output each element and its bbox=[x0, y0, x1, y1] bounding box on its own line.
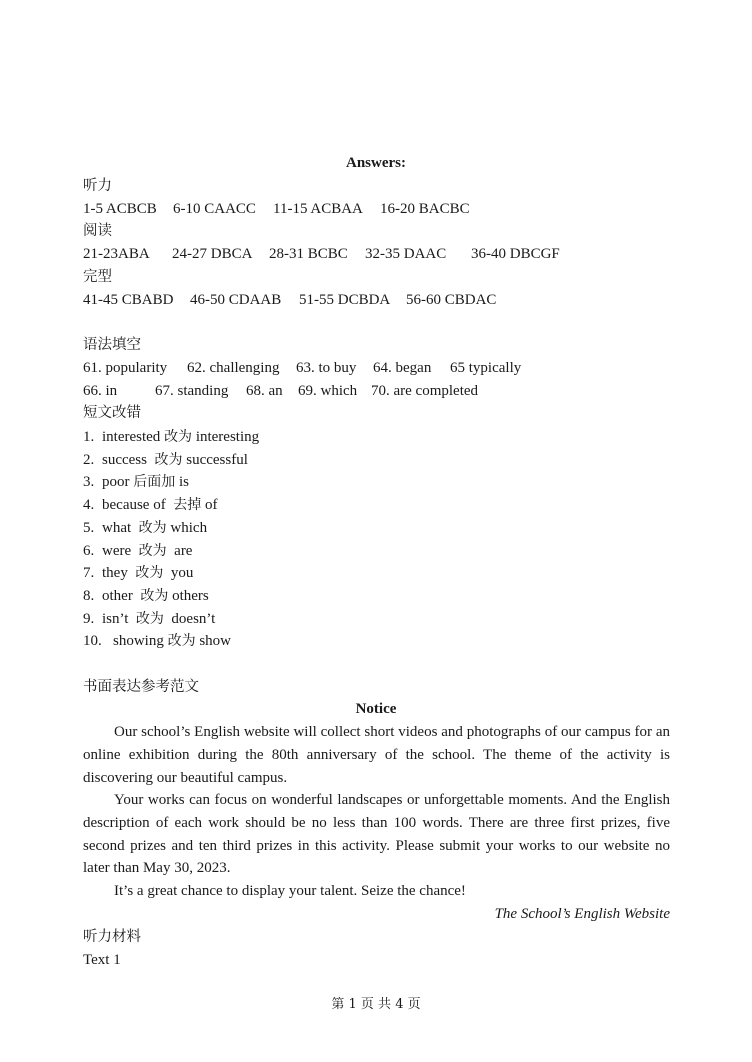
correction-action: 改为 bbox=[135, 610, 164, 627]
correction-original: they bbox=[102, 565, 136, 582]
correction-number: 1. bbox=[83, 429, 95, 445]
notice-paragraph: Our school’s English website will collect short videos and photographs of our campus for an online exhibition during the 80th anniversary of the school. The theme of the activity is discovering our beautiful campus. bbox=[83, 724, 670, 786]
answer-item: 70. are completed bbox=[371, 383, 479, 399]
correction-fix: are bbox=[166, 542, 193, 559]
answer-item: 67. standing bbox=[155, 383, 229, 399]
answer-item: 69. which bbox=[298, 383, 358, 399]
answer-item: 66. in bbox=[83, 383, 118, 399]
correction-fix: others bbox=[168, 587, 209, 604]
correction-original: other bbox=[102, 587, 141, 604]
correction-number: 3. bbox=[83, 474, 95, 491]
reading-heading: 阅读 bbox=[83, 223, 112, 239]
correction-original: showing bbox=[113, 633, 168, 650]
correction-action: 改为 bbox=[138, 519, 167, 536]
correction-action: 改为 bbox=[135, 565, 164, 582]
correction-action: 改为 bbox=[164, 429, 193, 445]
text-label: Text 1 bbox=[83, 952, 121, 968]
listening-heading: 听力 bbox=[83, 178, 112, 194]
answer-item: 62. challenging bbox=[187, 360, 280, 376]
correction-original: were bbox=[102, 542, 139, 559]
answer-item: 65 typically bbox=[450, 360, 522, 376]
page-footer: 第 1 页 共 4 页 bbox=[331, 997, 421, 1012]
grammar-heading: 语法填空 bbox=[83, 337, 141, 353]
answer-group: 41-45 CBABD bbox=[83, 292, 174, 308]
correction-action: 后面加 bbox=[133, 474, 176, 491]
correction-original: isn’t bbox=[102, 610, 136, 627]
correction-fix: you bbox=[163, 565, 194, 582]
correction-action: 改为 bbox=[167, 633, 196, 650]
correction-item bbox=[83, 450, 248, 470]
answer-group: 11-15 ACBAA bbox=[273, 201, 363, 217]
correction-action: 去掉 bbox=[173, 497, 202, 514]
correction-item bbox=[83, 631, 231, 651]
answer-group: 24-27 DBCA bbox=[172, 246, 253, 262]
answer-item: 61. popularity bbox=[83, 360, 168, 376]
answer-item: 63. to buy bbox=[296, 360, 357, 376]
correction-number: 9. bbox=[83, 610, 95, 627]
correction-number: 5. bbox=[83, 519, 95, 536]
correction-fix: which bbox=[166, 519, 208, 536]
answer-group: 6-10 CAACC bbox=[173, 201, 256, 217]
correction-item bbox=[83, 609, 215, 629]
correction-original: because of bbox=[102, 497, 174, 514]
notice-paragraph: Your works can focus on wonderful landscapes or unforgettable moments. And the English description of each work should be no less than 100 words. There are three first prizes, five second prizes and ten third prizes in this activity. Please submit your works to our website no later than May 30, 2023. bbox=[83, 792, 670, 877]
notice-title: Notice bbox=[355, 701, 397, 717]
correction-item bbox=[83, 495, 217, 515]
answer-item: 68. an bbox=[246, 383, 283, 399]
answer-group: 21-23ABA bbox=[83, 246, 150, 262]
answer-group: 1-5 ACBCB bbox=[83, 201, 157, 217]
correction-number: 10. bbox=[83, 633, 102, 650]
correction-item bbox=[83, 472, 189, 492]
correction-fix: is bbox=[175, 474, 190, 491]
correction-item bbox=[83, 563, 193, 583]
correction-fix: successful bbox=[182, 451, 248, 468]
writing-heading: 书面表达参考范文 bbox=[83, 679, 199, 695]
answer-group: 51-55 DCBDA bbox=[299, 292, 391, 308]
answer-group: 28-31 BCBC bbox=[269, 246, 348, 262]
correction-number: 4. bbox=[83, 497, 95, 514]
correction-fix: interesting bbox=[192, 429, 260, 445]
correction-heading: 短文改错 bbox=[83, 405, 141, 421]
answer-item: 64. began bbox=[373, 360, 432, 376]
correction-item bbox=[83, 427, 259, 447]
correction-original: interested bbox=[102, 429, 165, 445]
correction-fix: of bbox=[201, 497, 218, 514]
correction-original: success bbox=[102, 451, 155, 468]
cloze-heading: 完型 bbox=[83, 269, 112, 285]
notice-paragraph: It’s a great chance to display your talent. Seize the chance! bbox=[114, 883, 466, 899]
correction-fix: doesn’t bbox=[163, 610, 216, 627]
correction-number: 8. bbox=[83, 587, 95, 604]
correction-item bbox=[83, 586, 209, 606]
correction-item bbox=[83, 541, 192, 561]
answer-group: 32-35 DAAC bbox=[365, 246, 447, 262]
listening-material-heading: 听力材料 bbox=[83, 929, 141, 945]
answer-group: 56-60 CBDAC bbox=[406, 292, 497, 308]
correction-fix: show bbox=[195, 633, 232, 650]
correction-number: 6. bbox=[83, 542, 95, 559]
correction-item bbox=[83, 518, 207, 538]
correction-original: what bbox=[102, 519, 139, 536]
correction-original: poor bbox=[102, 474, 134, 491]
correction-action: 改为 bbox=[138, 542, 167, 559]
correction-action: 改为 bbox=[154, 451, 183, 468]
answer-group: 46-50 CDAAB bbox=[190, 292, 282, 308]
correction-number: 7. bbox=[83, 565, 95, 582]
page-title: Answers: bbox=[346, 155, 406, 171]
answer-group: 36-40 DBCGF bbox=[471, 246, 560, 262]
notice-signature: The School’s English Website bbox=[494, 906, 670, 922]
correction-action: 改为 bbox=[140, 587, 169, 604]
answer-group: 16-20 BACBC bbox=[380, 201, 470, 217]
correction-number: 2. bbox=[83, 451, 95, 468]
